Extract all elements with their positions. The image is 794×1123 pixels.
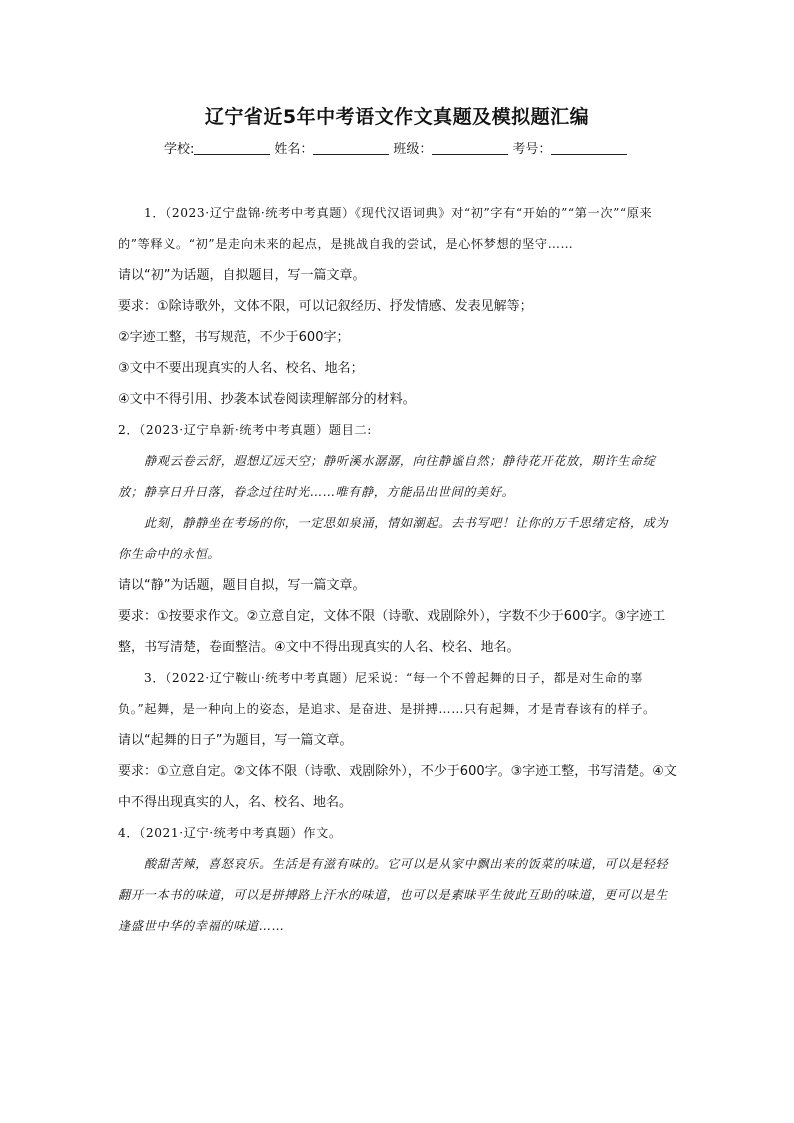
class-blank[interactable]	[432, 142, 508, 155]
school-blank[interactable]	[194, 142, 270, 155]
name-blank[interactable]	[313, 142, 389, 155]
question-2-material-2: 此刻，静静坐在考场的你，一定思如泉涌，情如潮起。去书写吧！让你的万千思绪定格，成为你生命中的永恒。	[118, 516, 669, 561]
question-3-source: （2022·辽宁鞍山·统考中考真题）	[165, 671, 355, 685]
question-1-material	[118, 198, 678, 260]
question-1-req-4: ④文中不得引用、抄袭本试卷阅读理解部分的材料。	[118, 392, 416, 407]
question-4-header	[118, 818, 678, 849]
question-1-source: （2023·辽宁盘锦·统考中考真题）	[165, 206, 355, 220]
question-2-number: 2．	[118, 423, 140, 437]
question-4-number: 4．	[118, 826, 140, 840]
questions-body	[118, 198, 678, 942]
exam-no-label: 考号：	[512, 142, 552, 157]
exam-no-blank[interactable]	[551, 142, 627, 155]
question-2-heading: 题目二:	[328, 423, 372, 437]
question-1-prompt: 请以“初”为话题，自拟题目，写一篇文章。	[118, 268, 366, 283]
question-1-number: 1．	[144, 206, 166, 220]
document-title: 辽宁省近5年中考语文作文真题及模拟题汇编	[204, 106, 590, 128]
class-label: 班级：	[393, 142, 433, 157]
question-4-source: （2021·辽宁·统考中考真题）	[139, 826, 304, 840]
question-3-number: 3．	[144, 671, 166, 685]
name-label: 姓名：	[274, 142, 314, 157]
question-3-prompt: 请以“起舞的日子”为题目，写一篇文章。	[118, 733, 353, 748]
question-2-source: （2023·辽宁阜新·统考中考真题）	[139, 423, 329, 437]
question-3-req-1: 要求：①立意自定。②文体不限（诗歌、戏剧除外），不少于600字。③字迹工整，书写清楚。④文中不得出现真实的人，名、校名、地名。	[118, 764, 677, 810]
question-2-req-1: 要求：①按要求作文。②立意自定，文体不限（诗歌、戏剧除外），字数不少于600字。③字迹工整，书写清楚，卷面整洁。④文中不得出现真实的人名、校名、地名。	[118, 609, 666, 655]
student-info-row	[164, 138, 644, 157]
question-3-material	[118, 663, 678, 725]
question-2-material-1: 静观云卷云舒，遐想辽远天空；静听溪水潺潺，向往静谧自然；静待花开花放，期许生命绽放；静享日升日落，眷念过往时光……唯有静，方能品出世间的美好。	[118, 454, 656, 499]
question-4-heading: 作文。	[303, 826, 342, 840]
question-4-material: 酸甜苦辣，喜怒哀乐。生活是有滋有味的。它可以是从家中飘出来的饭菜的味道，可以是轻轻翻开一本书的味道，可以是拼搏路上汗水的味道，也可以是素昧平生彼此互助的味道，更可以是生逢盛世中华的幸福的味道……	[118, 857, 669, 933]
question-2-header	[118, 415, 678, 446]
question-2-prompt: 请以“静”为话题，题目自拟，写一篇文章。	[118, 578, 366, 593]
question-1-req-2: ②字迹工整，书写规范，不少于600字；	[118, 330, 350, 345]
question-1-req-1: 要求：①除诗歌外，文体不限，可以记叙经历、抒发情感、发表见解等；	[118, 299, 533, 314]
question-3-material-text: 尼采说：“每一个不曾起舞的日子，都是对生命的辜负。”起舞，是一种向上的姿态，是追求、是奋进、是拼搏……只有起舞，才是青春该有的样子。	[118, 671, 656, 716]
question-1-req-3: ③文中不要出现真实的人名、校名、地名；	[118, 361, 364, 376]
school-label: 学校:	[164, 142, 195, 157]
question-1-material-text: 《现代汉语词典》对“初”字有“开始的”“第一次”“原来的”等释义。“初”是走向未来的起点，是挑战自我的尝试，是心怀梦想的坚守……	[118, 206, 653, 251]
